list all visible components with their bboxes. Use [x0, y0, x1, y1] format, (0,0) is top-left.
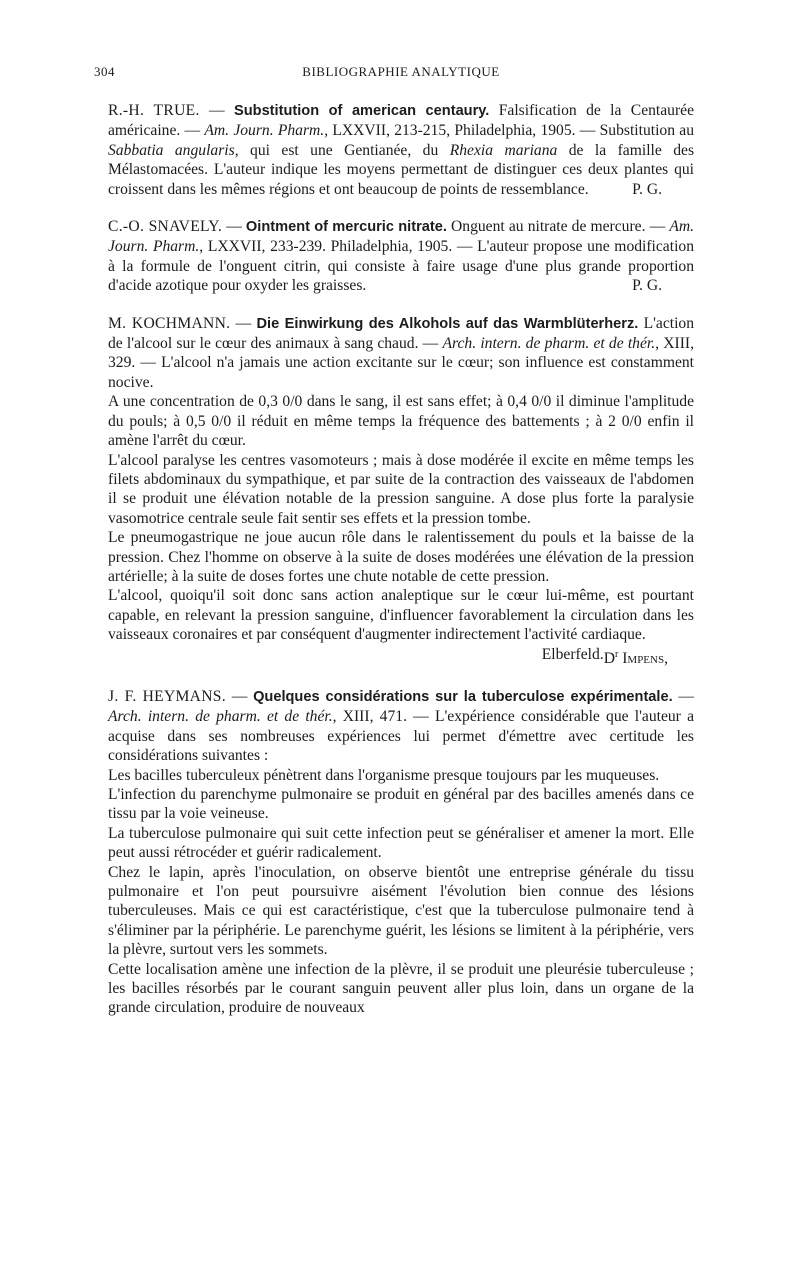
entry-paragraph: Cette localisation amène une infection de la plèvre, il se produit une pleurésie tuberculeuse ; les bacilles résorbés par le courant sanguin peuvent aller plus loin, dans un organe de la grande circulation, produire de nouveaux — [108, 960, 694, 1017]
reviewer-signature — [604, 645, 694, 669]
entry-author: R.-H. TRUE. — [108, 102, 200, 119]
entry-author: M. KOCHMANN. — [108, 314, 231, 332]
entry-paragraph: Le pneumogastrique ne joue aucun rôle dans le ralentissement du pouls et la baisse de la pression. Chez l'homme on observe à la suite de doses modérées une élévation de la pression artérielle; à la suite de doses fortes une chute notable de cette pression. — [108, 529, 694, 585]
entry-text: , qui est une Gentianée, du — [234, 141, 450, 159]
signature-name: Impens, — [622, 649, 668, 667]
entry-text: de la famille des Mélastomacées. L'auteur indique les moyens permettant de distinguer ces deux plantes qui croissent dans les mêmes régions et ont beaucoup de points de ressemblance. — [108, 141, 695, 198]
entry-text: L'alcool, quoiqu'il soit donc sans action analeptique sur le cœur lui-même, est pourtant capable, en relevant la pression sanguine, d'influencer favorablement la circulation dans les vaisseaux coronaires et par conséquent d'augmenter indirectement l'activité cardiaque. — [108, 587, 694, 644]
separator: — — [230, 314, 257, 332]
signature-sup: r — [614, 648, 619, 660]
running-header — [94, 58, 694, 84]
review-entry-snavely — [108, 217, 694, 296]
entry-text: Onguent au nitrate de mercure. — — [446, 218, 670, 236]
journal-citation: Arch. intern. de pharm. et de thér. — [442, 335, 656, 353]
journal-citation: Am. Journ. Pharm. — [108, 218, 695, 256]
document-page — [94, 58, 695, 1018]
entry-paragraph: La tuberculose pulmonaire qui suit cette infection peut se généraliser et amener la mort. Elle peut aussi rétrocéder et guérir radicalement. — [108, 824, 694, 862]
entry-author: C.-O. SNAVELY. — [108, 218, 223, 236]
review-entry-heymans — [108, 687, 694, 1018]
entry-text: , XIII, 471. — L'expérience considérable que l'auteur a acquise dans ses nombreuses expériences lui permet d'émettre avec certitude les considérations suivantes : — [108, 708, 694, 765]
species-name: Sabbatia angularis — [108, 141, 235, 159]
journal-citation: Am. Journ. Pharm. — [204, 122, 325, 140]
reviewer-signature: P. G. — [632, 180, 662, 198]
review-entry-true — [108, 101, 694, 199]
separator: — — [199, 102, 234, 119]
entry-title: Quelques considérations sur la tuberculose expérimentale. — [253, 688, 673, 705]
reviewer-place: Elberfeld. — [541, 645, 604, 663]
entry-paragraph: L'infection du parenchyme pulmonaire se produit en général par des bacilles amenés dans ce tissu par la voie veineuse. — [108, 786, 694, 823]
entry-author: J. F. HEYMANS. — [108, 687, 226, 705]
entry-paragraph: L'alcool paralyse les centres vasomoteurs ; mais à dose modérée il excite en même temps les filets abdominaux du sympathique, et par suite de la contraction des vaisseaux de l'abdomen il se produit une élévation notable de la pression sanguine. A dose plus forte la paralysie vasomotrice centrale seule fait sentir ses effets et la pression tombe. — [108, 451, 694, 527]
page-number: 304 — [94, 64, 115, 79]
entry-title: Ointment of mercuric nitrate. — [245, 219, 447, 236]
entry-body — [108, 314, 694, 393]
journal-citation: Arch. intern. de pharm. et de thér. — [108, 708, 333, 726]
entry-title: Die Einwirkung des Alkohols auf das Warmblüterherz. — [256, 315, 639, 332]
review-entry-kochmann — [108, 314, 695, 667]
entry-text: — — [672, 687, 694, 705]
entry-body — [108, 101, 694, 199]
species-name: Rhexia mariana — [449, 141, 558, 159]
entry-body — [108, 217, 694, 296]
entry-paragraph: Les bacilles tuberculeux pénètrent dans l'organisme presque toujours par les muqueuses. — [108, 766, 660, 784]
separator: — — [225, 687, 254, 705]
entry-text: Falsification de la Centaurée américaine. — — [108, 102, 694, 140]
running-title: BIBLIOGRAPHIE ANALYTIQUE — [302, 64, 500, 79]
entry-paragraph: Chez le lapin, après l'inoculation, on observe bientôt une entreprise générale du tissu pulmonaire et l'on peut poursuivre aisément l'évolution bien connue des lésions tuberculeuses. Mais ce qui est caractéristique, c'est que la tuberculose pulmonaire tend à s'éliminer par la périphérie. Le parenchyme guérit, les lésions se limitent à la périphérie, vers la plèvre, surtout vers les sommets. — [108, 863, 694, 959]
reviewer-signature: P. G. — [632, 277, 662, 295]
entry-body — [108, 687, 694, 766]
entry-text: , XIII, 329. — L'alcool n'a jamais une action excitante sur le cœur; son influence est constamment nocive. — [108, 335, 694, 391]
entry-text: L'action de l'alcool sur le cœur des animaux à sang chaud. — — [108, 314, 695, 353]
signature-prefix: D — [603, 649, 615, 667]
entry-text: , LXXVII, 213-215, Philadelphia, 1905. — Substitution au — [324, 122, 694, 140]
entry-text: , LXXVII, 233-239. Philadelphia, 1905. — L'auteur propose une modification à la formule de l'onguent citrin, qui consiste à faire usage d'une plus grande proportion d'acide azotique pour oxyder les graisses. — [108, 238, 694, 295]
entry-title: Substitution of american centaury. — [234, 103, 490, 119]
entry-paragraph: A une concentration de 0,3 0/0 dans le sang, il est sans effet; à 0,4 0/0 il diminue l'amplitude du pouls; à 0,5 0/0 il réduit en même temps la fréquence des battements ; à 2 0/0 enfin il amène l'arrêt du cœur. — [108, 393, 694, 450]
separator: — — [222, 218, 246, 236]
